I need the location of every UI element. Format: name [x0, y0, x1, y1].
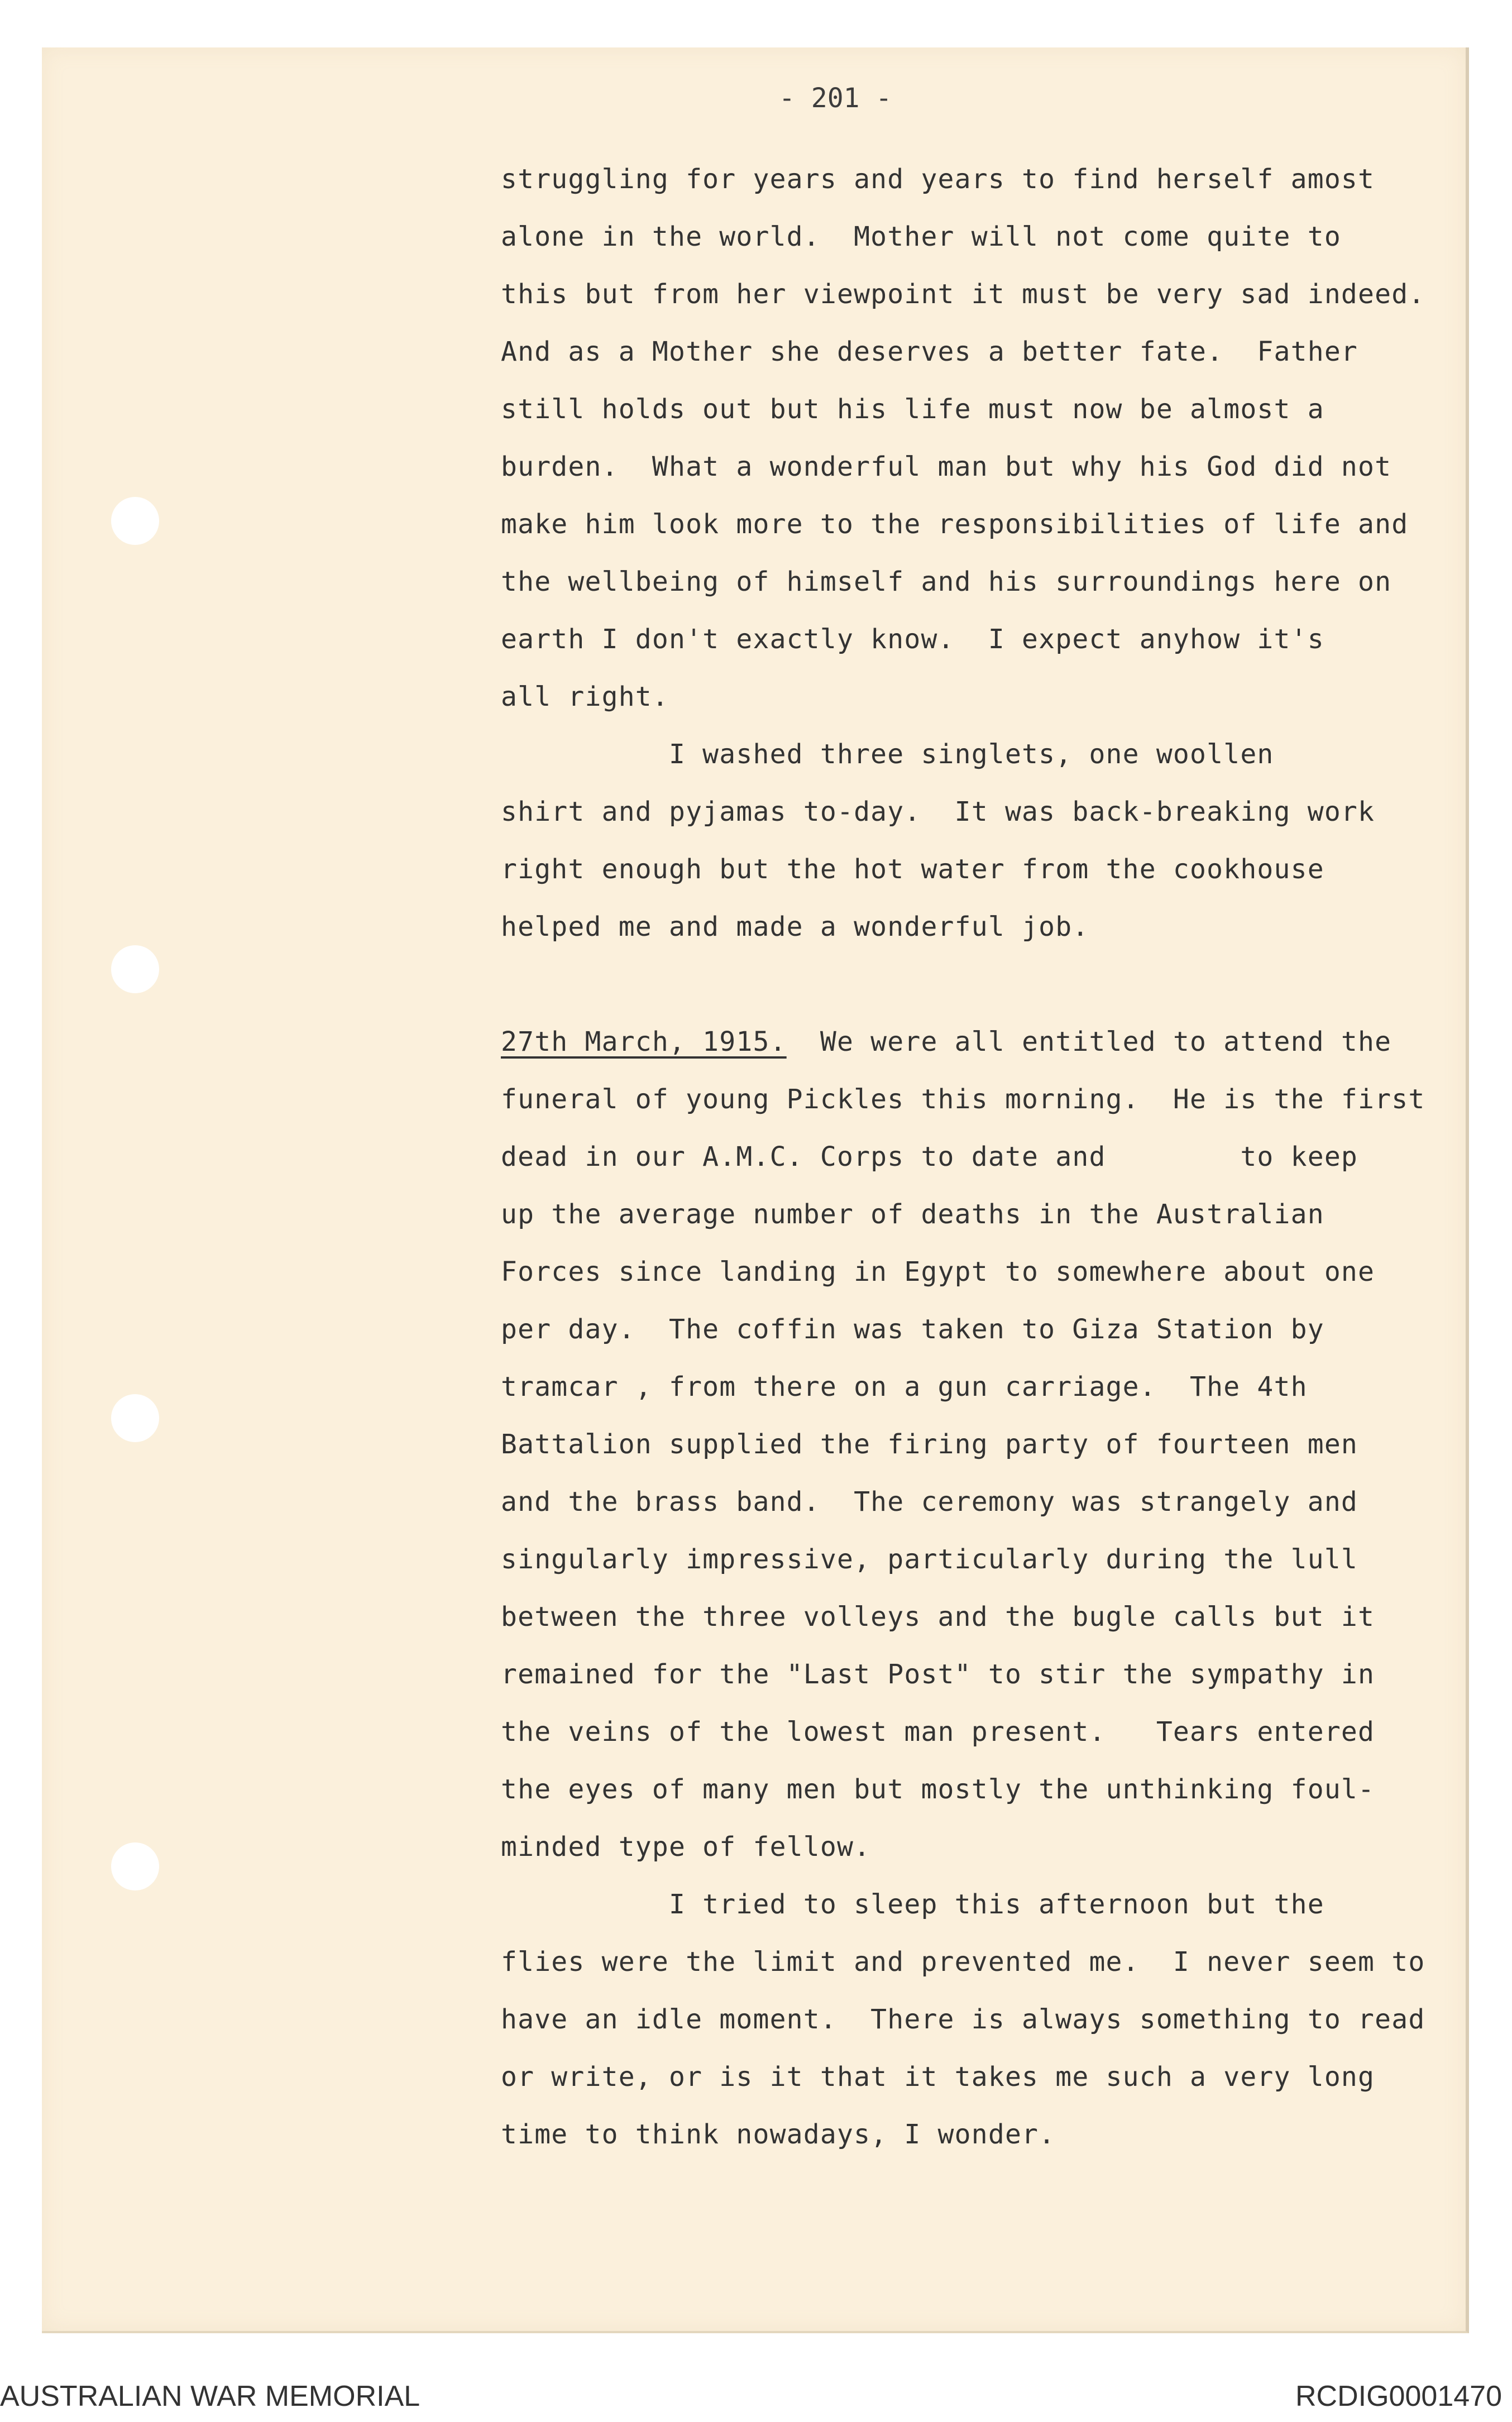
text-line: the veins of the lowest man present. Tears entered [501, 1716, 1375, 1748]
text-line: or write, or is it that it takes me such a very long [501, 2061, 1375, 2093]
text-line: minded type of fellow. [501, 1831, 871, 1863]
text-line: burden. What a wonderful man but why his God did not [501, 451, 1392, 482]
text-line: have an idle moment. There is always something to read [501, 2004, 1425, 2035]
text-line: shirt and pyjamas to-day. It was back-breaking work [501, 796, 1375, 827]
text-line: Battalion supplied the firing party of fourteen men [501, 1429, 1358, 1460]
text-line: alone in the world. Mother will not come quite to [501, 221, 1341, 252]
text-line: and the brass band. The ceremony was strangely and [501, 1486, 1358, 1518]
text-line: dead in our A.M.C. Corps to date and to keep [501, 1141, 1358, 1172]
text-line: between the three volleys and the bugle calls but it [501, 1601, 1375, 1633]
text-line: make him look more to the responsibilities of life and [501, 509, 1409, 540]
punch-hole [111, 497, 159, 545]
text-line: all right. [501, 681, 669, 712]
diary-entry-heading [501, 1026, 1391, 1057]
text-line: this but from her viewpoint it must be very sad indeed. [501, 279, 1425, 310]
text-line: funeral of young Pickles this morning. He is the first [501, 1084, 1425, 1115]
text-line: I washed three singlets, one woollen [501, 739, 1274, 770]
text-line: tramcar , from there on a gun carriage. The 4th [501, 1371, 1308, 1403]
text-line: singularly impressive, particularly during the lull [501, 1544, 1358, 1575]
text-line: struggling for years and years to find herself amost [501, 164, 1375, 195]
text-line: right enough but the hot water from the cookhouse [501, 854, 1324, 885]
text-line: helped me and made a wonderful job. [501, 911, 1089, 942]
text-line: And as a Mother she deserves a better fate. Father [501, 336, 1358, 367]
punch-hole [111, 1394, 159, 1442]
punch-hole [111, 945, 159, 993]
text-line: time to think nowadays, I wonder. [501, 2119, 1056, 2150]
text-line: flies were the limit and prevented me. I never seem to [501, 1946, 1425, 1978]
entry-date: 27th March, 1915. [501, 1026, 787, 1057]
archive-reference-id: RCDIG0001470 [1295, 2380, 1502, 2413]
typescript-page [42, 47, 1469, 2333]
text-line: earth I don't exactly know. I expect anyhow it's [501, 624, 1324, 655]
archive-credit: AUSTRALIAN WAR MEMORIAL [0, 2380, 420, 2413]
text-line: the wellbeing of himself and his surroundings here on [501, 566, 1392, 597]
text-line: We were all entitled to attend the [786, 1026, 1392, 1057]
text-line: per day. The coffin was taken to Giza Station by [501, 1314, 1324, 1345]
text-line: the eyes of many men but mostly the unthinking foul- [501, 1774, 1375, 1805]
text-line: still holds out but his life must now be almost a [501, 394, 1324, 425]
punch-hole [111, 1842, 159, 1890]
text-line: up the average number of deaths in the Australian [501, 1199, 1324, 1230]
text-line: I tried to sleep this afternoon but the [501, 1889, 1324, 1920]
text-line: remained for the "Last Post" to stir the sympathy in [501, 1659, 1375, 1690]
text-line: Forces since landing in Egypt to somewhere about one [501, 1256, 1375, 1287]
page-number: - 201 - [779, 83, 892, 114]
